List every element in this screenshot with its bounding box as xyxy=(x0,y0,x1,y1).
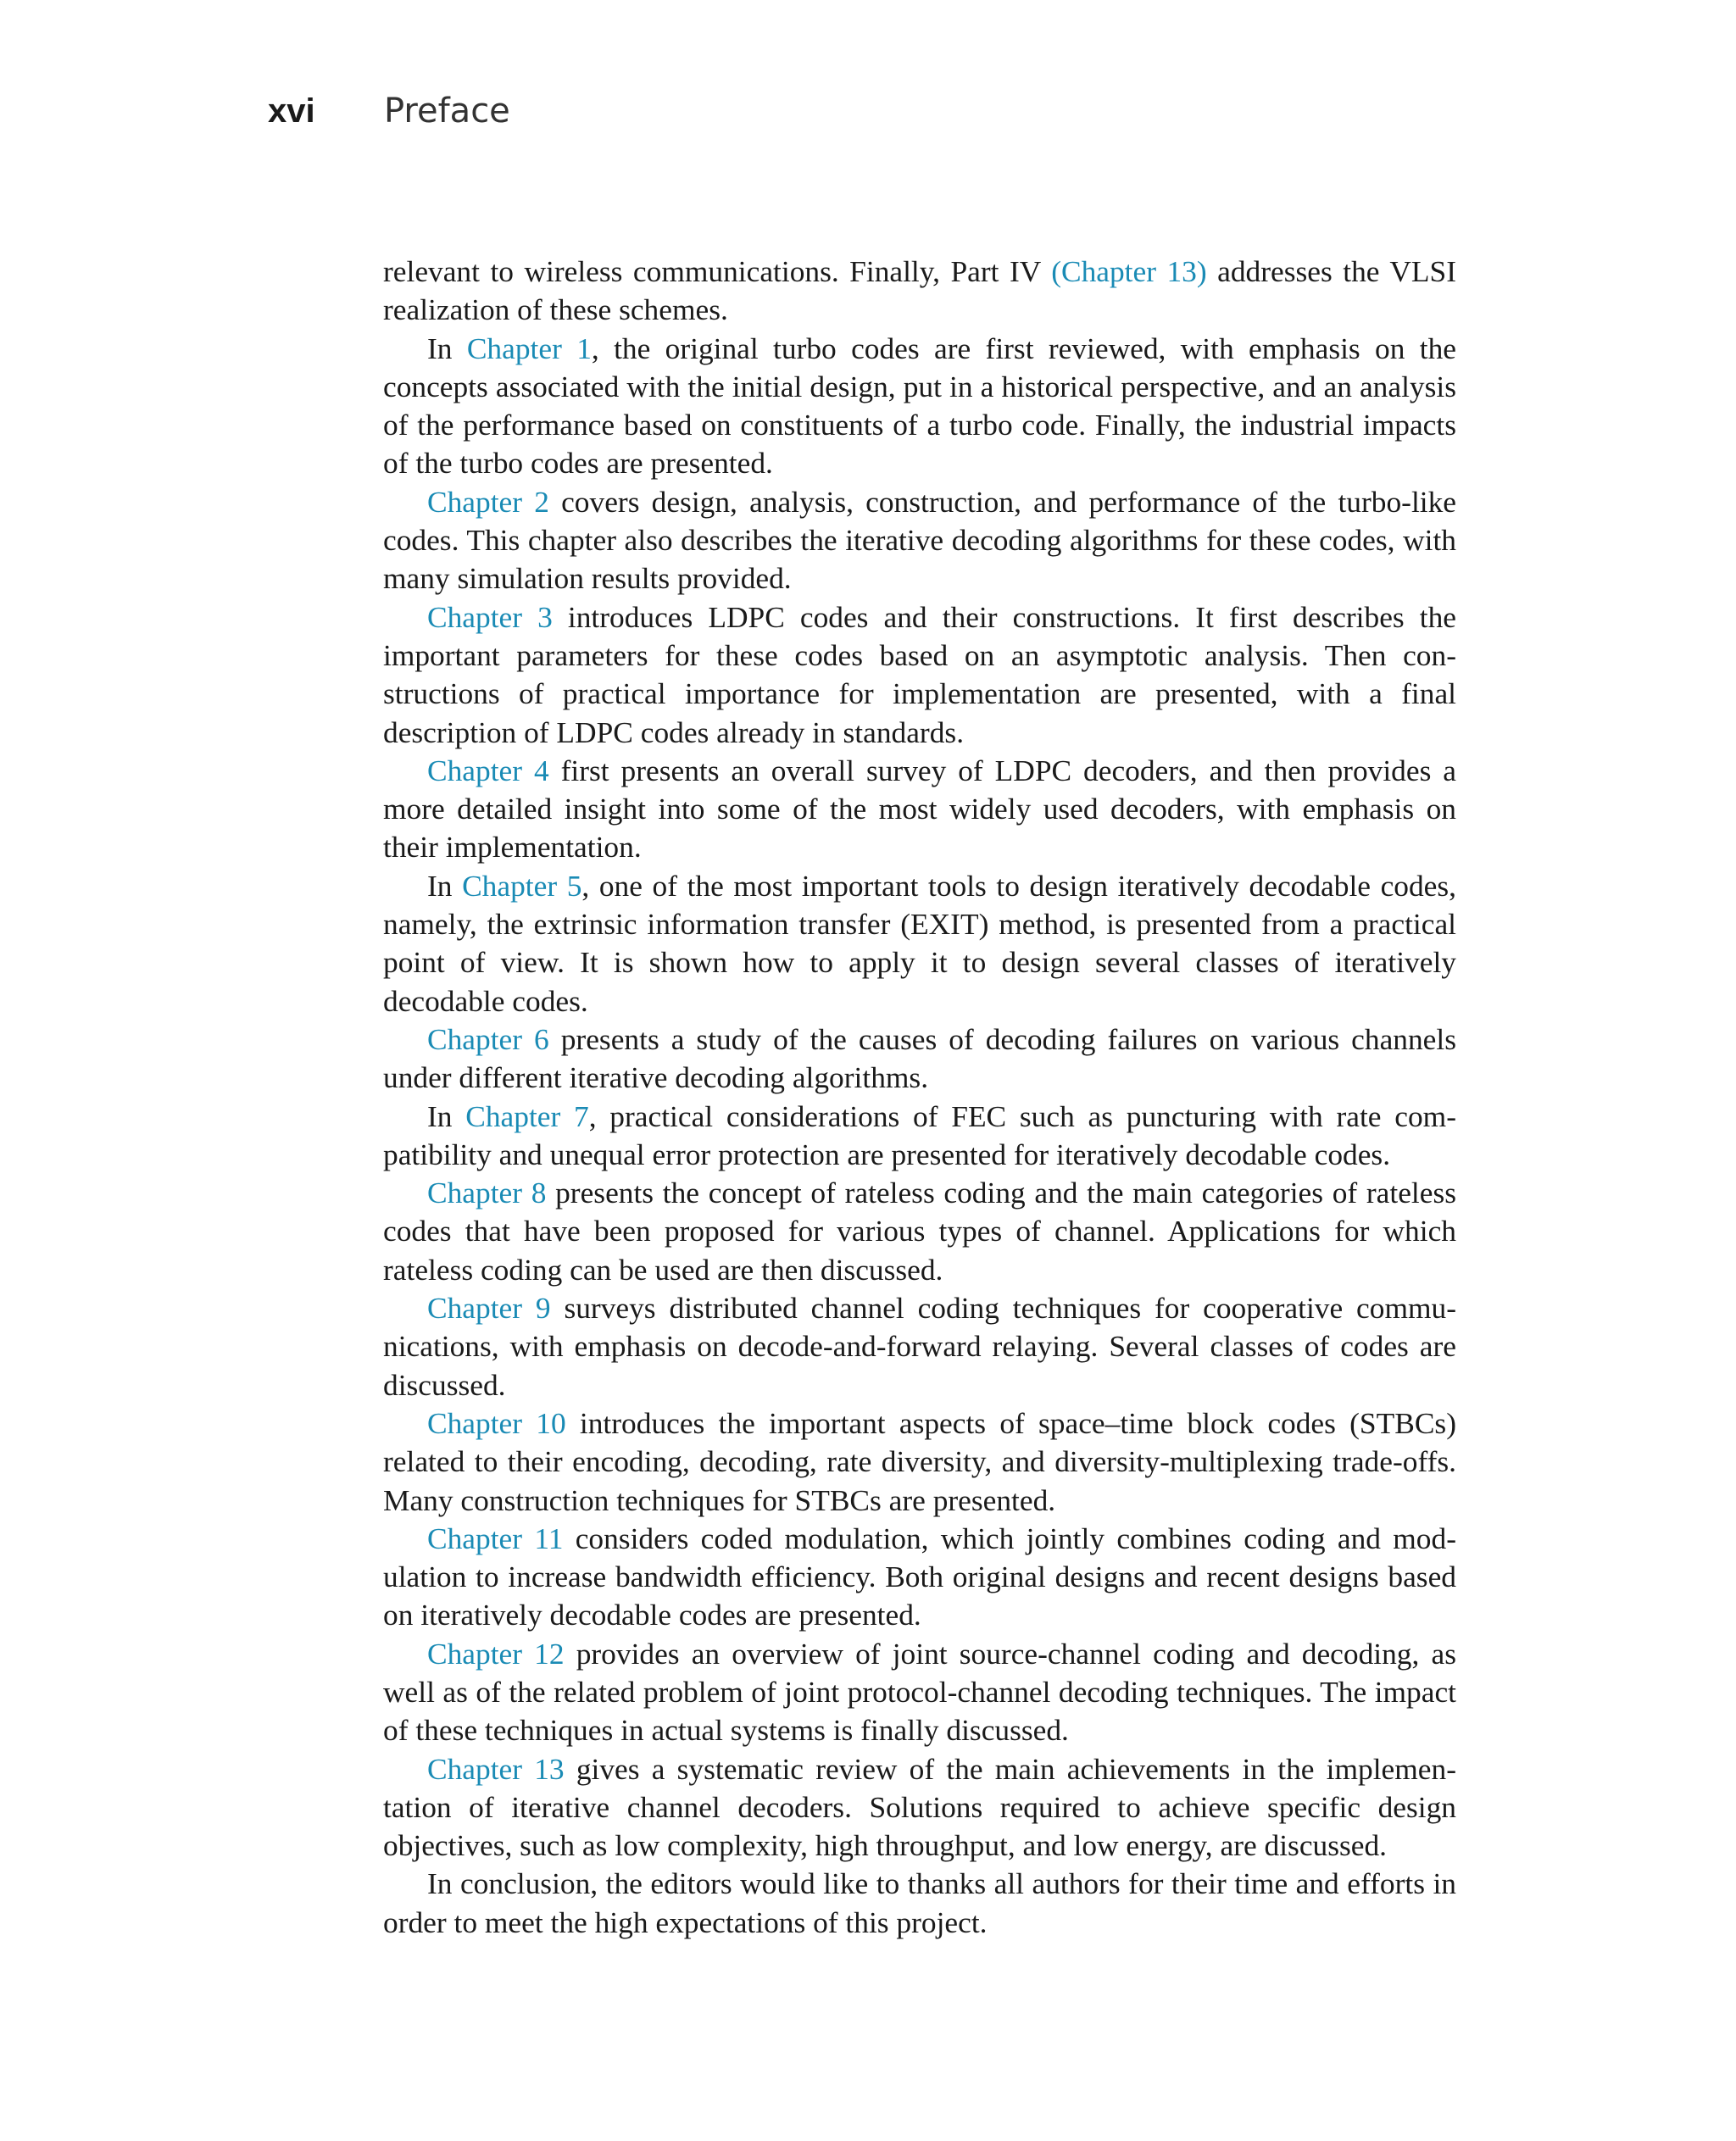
chapter-5-link[interactable]: Chapter 5 xyxy=(462,868,582,903)
paragraph-text: , the original turbo codes are first reviewed, with emphasis on the concepts associated with the initial design, put in a historical perspective, and an analysis of the performance based on constituents of a turbo code. Finally, the industrial impacts of the turbo codes are presented. xyxy=(383,331,1456,481)
paragraph xyxy=(383,867,1456,1020)
paragraph-text: surveys distributed channel coding techniques for cooperative communications, with emphasis on decode-and-forward relaying. Several classes of codes are discussed. xyxy=(383,1291,1456,1402)
paragraph-text: first presents an overall survey of LDPC decoders, and then provides a more detailed insight into some of the most widely used decoders, with emphasis on their implementation. xyxy=(383,753,1456,865)
chapter-10-link[interactable]: Chapter 10 xyxy=(427,1405,566,1440)
paragraph-text: introduces LDPC codes and their constructions. It first describes the important parameters for these codes based on an asymptotic analysis. Then constructions of practical importance for implementation are presented, with a final description of LDPC codes already in standards. xyxy=(383,599,1456,749)
chapter-2-link[interactable]: Chapter 2 xyxy=(427,484,549,519)
paragraph-text: In conclusion, the editors would like to thanks all authors for their time and efforts in order to meet the high expectations of this project. xyxy=(383,1866,1456,1939)
chapter-13-link[interactable]: Chapter 13 xyxy=(427,1751,565,1786)
paragraph xyxy=(383,1750,1456,1866)
paragraph-text: provides an overview of joint source-channel coding and decoding, as well as of the related problem of joint protocol-channel decoding techniques. The impact of these techniques in actual systems is finally discussed. xyxy=(383,1636,1456,1748)
chapter-9-link[interactable]: Chapter 9 xyxy=(427,1291,551,1326)
paragraph-text: covers design, analysis, construction, and performance of the turbo-like codes. This chapter also describes the iterative decoding algorithms for these codes, with many simulation results provided. xyxy=(383,484,1457,596)
paragraph xyxy=(383,752,1456,867)
paragraph-text: In xyxy=(427,868,463,903)
paragraph xyxy=(383,1098,1456,1175)
chapter-8-link[interactable]: Chapter 8 xyxy=(427,1176,547,1210)
paragraph xyxy=(383,1520,1456,1635)
paragraph-text: , practical considerations of FEC such as puncturing with rate compatibility and unequal error protection are presented for iteratively decodable codes. xyxy=(383,1098,1456,1171)
paragraph-text: gives a systematic review of the main achievements in the implementation of iterative channel decoders. Solutions required to achieve specific design objectives, such as low complexity, high throughput, and low energy, are discussed. xyxy=(383,1751,1456,1863)
running-head xyxy=(268,92,510,142)
paragraph xyxy=(383,483,1456,598)
paragraph xyxy=(383,598,1456,752)
chapter-7-link[interactable]: Chapter 7 xyxy=(465,1098,589,1133)
paragraph-text: , one of the most important tools to design iteratively decodable codes, namely, the extrinsic information transfer (EXIT) method, is presented from a practical point of view. It is shown how to apply it to design several classes of iteratively decodable codes. xyxy=(383,868,1456,1018)
paragraph-text: In xyxy=(427,331,467,365)
paragraph-text: relevant to wireless communications. Finally, Part IV xyxy=(383,254,1052,288)
page-number: xvi xyxy=(268,92,315,130)
paragraph xyxy=(383,1020,1456,1098)
chapter-12-link[interactable]: Chapter 12 xyxy=(427,1636,565,1671)
chapter-1-link[interactable]: Chapter 1 xyxy=(466,331,592,365)
paragraph-text: considers coded modulation, which jointly combines coding and modulation to increase bandwidth efficiency. Both original designs and recent designs based on iteratively decodable codes are presented. xyxy=(383,1521,1456,1632)
paragraph-text: In xyxy=(427,1098,466,1133)
paragraph-text: presents the concept of rateless coding and the main categories of rateless codes that have been proposed for various types of channel. Applications for which rateless coding can be used are then discussed. xyxy=(383,1176,1456,1287)
paragraph xyxy=(383,1635,1456,1750)
chapter-6-link[interactable]: Chapter 6 xyxy=(427,1021,549,1056)
paragraph xyxy=(383,1174,1456,1289)
paragraph-text: introduces the important aspects of space–time block codes (STBCs) related to their encoding, decoding, rate diversity, and diversity-multiplexing trade-offs. Many construction techniques for STBCs are presented. xyxy=(383,1405,1456,1517)
section-title: Preface xyxy=(384,92,510,131)
paragraph-text: addresses the VLSI realization of these schemes. xyxy=(383,254,1456,327)
paragraph-text: presents a study of the causes of decoding failures on various channels under different iterative decoding algorithms. xyxy=(383,1021,1456,1095)
chapter-13-link[interactable]: (Chapter 13) xyxy=(1051,254,1207,288)
paragraph-conclusion xyxy=(383,1865,1456,1942)
chapter-3-link[interactable]: Chapter 3 xyxy=(427,599,553,634)
chapter-4-link[interactable]: Chapter 4 xyxy=(427,753,549,787)
paragraph xyxy=(383,253,1456,330)
paragraph xyxy=(383,1404,1456,1520)
paragraph xyxy=(383,330,1456,483)
body-text xyxy=(383,253,1456,1942)
chapter-11-link[interactable]: Chapter 11 xyxy=(427,1521,564,1555)
paragraph xyxy=(383,1289,1456,1404)
